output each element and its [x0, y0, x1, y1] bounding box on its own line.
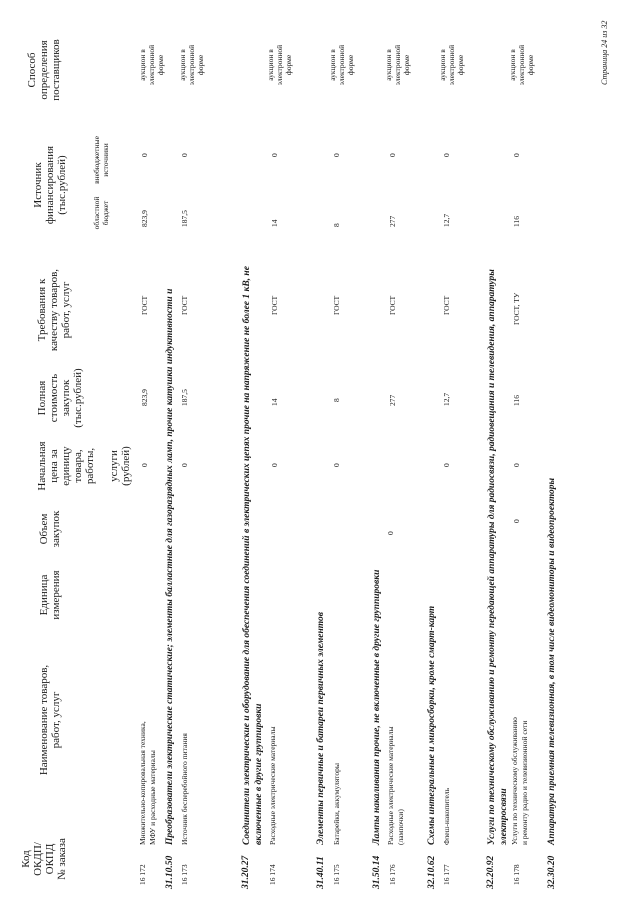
row-funding-extra: 0: [442, 153, 451, 157]
section-code: 31.40.11: [316, 856, 326, 889]
row-cost: 187,5: [180, 389, 189, 406]
section-code: 31.10.50: [165, 855, 175, 889]
row-price: 0: [512, 463, 521, 467]
row-funding-regional: 187,5: [180, 210, 189, 227]
row-funding-regional: 823,9: [140, 210, 149, 227]
section-title: Услуги по техническому обслуживанию и ремонту передающей аппаратуры для радиосвязи, радиовещания и телевидения, аппаратуры электросвязи: [487, 269, 509, 845]
row-name: Услуги по техническому обслуживанию и ремонту радио и телевизионной сети: [510, 717, 529, 845]
section-code: 32.20.92: [486, 855, 496, 889]
row-volume: 0: [512, 519, 521, 523]
row-requirements: ГОСТ: [442, 295, 451, 315]
header-volume: Объем закупок: [38, 510, 62, 548]
row-price: 0: [140, 463, 149, 467]
row-funding-extra: 0: [180, 153, 189, 157]
row-requirements: ГОСТ: [180, 295, 189, 315]
section-code: 32.30.20: [547, 855, 557, 889]
row-price: 0: [386, 531, 395, 535]
row-method: аукцион в электронной форме: [384, 44, 411, 86]
header-name: Наименование товаров, работ, услуг: [38, 664, 62, 776]
row-code: 16 173: [180, 864, 189, 885]
row-method: аукцион в электронной форме: [438, 44, 465, 86]
section-code: 32.10.62: [427, 855, 437, 889]
row-funding-extra: 0: [332, 153, 341, 157]
row-code: 16 174: [268, 864, 277, 885]
row-funding-extra: 0: [512, 153, 521, 157]
row-price: 0: [180, 463, 189, 467]
row-cost: 277: [388, 394, 397, 406]
row-requirements: ГОСТ: [140, 295, 149, 315]
row-requirements: ГОСТ: [388, 295, 397, 315]
page-number: Страница 24 из 32: [600, 20, 609, 85]
section-title: Аппаратура приемная телевизионная, в том числе видеомониторы и видеопроекторы: [547, 477, 557, 845]
row-code: 16 177: [442, 864, 451, 885]
row-requirements: ГОСТ: [270, 295, 279, 315]
row-funding-regional: 277: [388, 215, 397, 227]
row-cost: 8: [332, 398, 341, 402]
row-funding-regional: 14: [270, 219, 279, 227]
row-code: 16 176: [388, 864, 397, 885]
row-method: аукцион в электронной форме: [178, 44, 205, 86]
header-funding-extra: внебюджетные источники: [92, 136, 110, 184]
header-funding-regional: областной бюджет: [92, 196, 110, 230]
section-title: Соединители электрические и оборудование для обеспечения соединений в электрических цепях прочие на напряжение не более 1 кВ, не включенные в другие группировки: [242, 266, 264, 845]
row-funding-regional: 116: [512, 216, 521, 227]
row-funding-extra: 0: [388, 153, 397, 157]
header-method: Способ определения поставщиков: [26, 39, 62, 101]
row-requirements: ГОСТ: [332, 295, 341, 315]
section-title: Схемы интегральные и микросборки, кроме смарт-карт: [427, 605, 437, 845]
section-title: Элементы первичные и батареи первичных элементов: [316, 611, 326, 845]
row-method: аукцион в электронной форме: [328, 44, 355, 86]
row-price: 0: [442, 463, 451, 467]
section-title: Преобразователи электрические статические; элементы балластные для газоразрядных ламп, прочие катушки индуктивности и: [165, 288, 175, 845]
row-method: аукцион в электронной форме: [508, 44, 535, 86]
row-cost: 14: [270, 398, 279, 406]
row-funding-regional: 12,7: [442, 213, 451, 227]
row-method: аукцион в электронной форме: [138, 44, 165, 86]
section-code: 31.50.14: [372, 855, 382, 889]
row-funding-extra: 0: [140, 153, 149, 157]
header-cost: Полная стоимость закупок (тыс.рублей): [36, 368, 84, 428]
header-requirements: Требования к качеству товаров, работ, услуг: [36, 268, 72, 352]
row-code: 16 178: [512, 864, 521, 885]
section-title: Лампы накаливания прочие, не включенные в другие группировки: [372, 569, 382, 845]
header-code: Код ОКДП/ ОКПД № заказа: [20, 838, 68, 880]
row-price: 0: [270, 463, 279, 467]
row-name: Расходные электрические материалы: [268, 726, 277, 845]
row-name: Источник бесперебойного питания: [180, 733, 189, 845]
row-funding-extra: 0: [270, 153, 279, 157]
section-code: 31.20.27: [241, 855, 251, 889]
row-cost: 823,9: [140, 389, 149, 406]
header-funding: Источник финансирования (тыс.рублей): [32, 145, 68, 225]
row-cost: 116: [512, 395, 521, 406]
row-name: Батарейки, аккумуляторы: [332, 763, 341, 845]
header-unit: Единица измерения: [38, 570, 62, 620]
row-method: аукцион в электронной форме: [266, 44, 293, 86]
row-name: Расходные электрические материалы (лампочки): [386, 726, 405, 845]
header-price: Начальная цена за единицу товара, работы, услуги (рублей): [36, 441, 132, 491]
row-price: 0: [332, 463, 341, 467]
row-requirements: ГОСТ, ТУ: [512, 292, 521, 325]
row-name: Множительно-копировальная техника, МФУ и расходные материалы: [138, 721, 157, 845]
row-code: 16 172: [138, 864, 147, 885]
row-funding-regional: 8: [332, 223, 341, 227]
row-name: Флеш-накопитель: [442, 787, 451, 845]
row-cost: 12,7: [442, 392, 451, 406]
row-code: 16 175: [332, 864, 341, 885]
